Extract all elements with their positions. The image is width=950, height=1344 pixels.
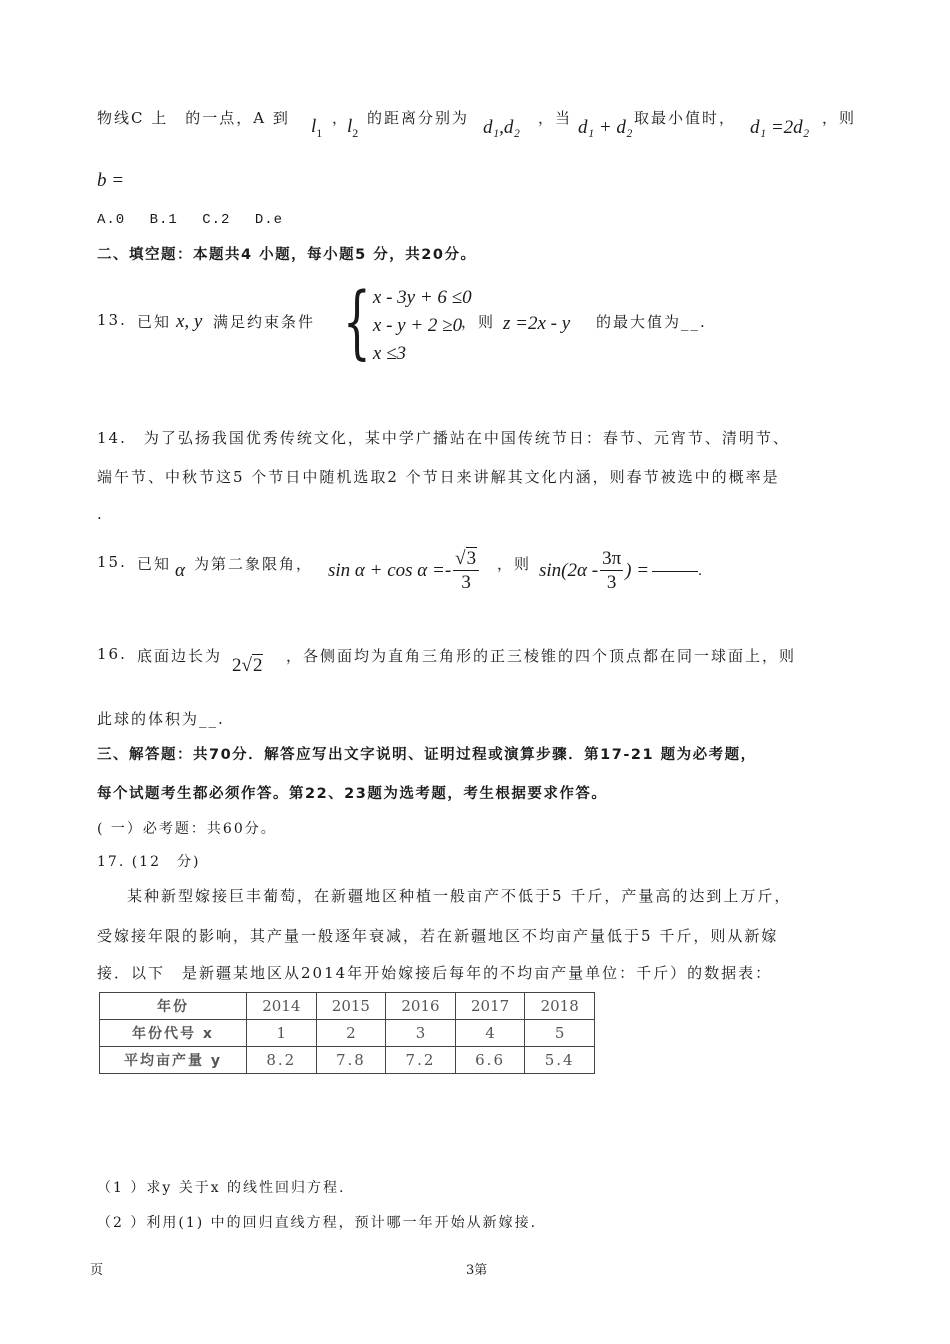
- section3-line1: 三、解答题：共70分．解答应写出文字说明、证明过程或演算步骤．第17-21 题为必考题，: [97, 747, 757, 763]
- footer-page-number: 3第: [466, 1263, 488, 1278]
- q12-min-text: 取最小值时，: [634, 109, 737, 127]
- expr-suffix: ) =: [625, 560, 650, 582]
- q13-number: 13.: [97, 311, 127, 329]
- table-row: [100, 1020, 595, 1047]
- frac-numerator: 3π: [602, 548, 622, 569]
- yield-table: [99, 992, 595, 1074]
- l1-symbol: $l_1$: [311, 116, 323, 140]
- q12-then-text: ，则: [822, 109, 857, 127]
- row-label-yield: 平均亩产量 y: [100, 1047, 247, 1074]
- constraint-system: [320, 275, 472, 368]
- part1-heading: ( 一）必考题：共60分。: [97, 821, 277, 837]
- yield-cell: 7.8: [316, 1047, 386, 1074]
- frac-denominator: 3: [606, 571, 617, 593]
- constraint-line: x ≤3: [372, 343, 407, 364]
- year-cell: 2014: [247, 993, 317, 1020]
- q12-when-text: ，当: [538, 109, 573, 127]
- q12-distance-text: 的距离分别为: [367, 109, 470, 127]
- row-label-code: 年份代号 x: [100, 1020, 247, 1047]
- q16-text-post: ，各侧面均为直角三角形的正三棱锥的四个顶点都在同一球面上，则: [286, 647, 797, 665]
- year-cell: 2018: [525, 993, 595, 1020]
- 3pi-over-3: [600, 548, 623, 595]
- answer-blank: [652, 571, 698, 572]
- q13-then-text: ，则: [461, 313, 496, 331]
- d-sum: d₁ + d₂: [578, 117, 633, 138]
- d-relation: d₁ =2d₂: [750, 117, 810, 138]
- l2-symbol: $l_2$: [347, 116, 359, 140]
- neg-sqrt3-over-3: $\frac{√3}{3}$: [453, 548, 479, 595]
- q17-sub1: （1 ）求y 关于x 的线性回归方程.: [97, 1180, 346, 1196]
- footer-page-label: 页: [90, 1263, 104, 1278]
- q13-cond-text: 满足约束条件: [213, 313, 316, 331]
- yield-cell: 8.2: [247, 1047, 317, 1074]
- yield-cell: 6.6: [455, 1047, 525, 1074]
- sin-cos-equation: [328, 548, 481, 595]
- frac-denominator: 3: [461, 571, 471, 593]
- table-row: [100, 1047, 595, 1074]
- left-brace: {: [342, 275, 371, 368]
- q16-line2: 此球的体积为__.: [97, 710, 225, 728]
- two-sqrt-two: 2√2: [232, 655, 263, 676]
- b-equals: b =: [97, 170, 125, 191]
- target-expression: [539, 548, 702, 595]
- q17-header: 17. (12 分): [97, 854, 201, 870]
- section2-title: 二、填空题：本题共4 小题，每小题5 分，共20分。: [97, 247, 477, 263]
- q17-sub2: （2 ）利用(1) 中的回归直线方程，预计哪一年开始从新嫁接.: [97, 1215, 538, 1231]
- code-cell: 2: [316, 1020, 386, 1047]
- q17-para3: 接．以下 是新疆某地区从2014年开始嫁接后每年的不均亩产量单位：千斤）的数据表：: [97, 964, 773, 982]
- year-cell: 2016: [386, 993, 456, 1020]
- q17-para2: 受嫁接年限的影响，其产量一般逐年衰减，若在新疆地区不均亩产量低于5 千斤，则从新嫁: [97, 927, 779, 945]
- expr-prefix: sin(2α -: [539, 560, 599, 582]
- year-cell: 2015: [316, 993, 386, 1020]
- yield-cell: 5.4: [525, 1047, 595, 1074]
- yield-cell: 7.2: [386, 1047, 456, 1074]
- alpha-symbol: α: [175, 560, 185, 581]
- sin-cos-lhs: sin α + cos α =-: [328, 560, 452, 582]
- q12-intro: 物线C 上 的一点，A 到: [97, 109, 290, 127]
- q14-line1: 14. 为了弘扬我国优秀传统文化，某中学广播站在中国传统节日：春节、元宵节、清明节、: [97, 429, 790, 447]
- year-cell: 2017: [455, 993, 525, 1020]
- code-cell: 1: [247, 1020, 317, 1047]
- row-label-year: 年份: [100, 993, 247, 1020]
- q14-line3: .: [97, 505, 104, 523]
- q17-para1: 某种新型嫁接巨丰葡萄，在新疆地区种植一般亩产不低于5 千斤，产量高的达到上万斤，: [127, 887, 792, 905]
- q12-comma: ，: [332, 109, 350, 127]
- q13-vars: x, y: [176, 311, 203, 332]
- q15-number: 15.: [97, 553, 127, 571]
- q12-options: A.0 B.1 C.2 D.e: [97, 212, 284, 228]
- q13-known: 已知: [137, 313, 172, 331]
- q15-quadrant-text: 为第二象限角，: [194, 555, 314, 573]
- z-expression: z =2x - y: [503, 313, 571, 334]
- q16-number: 16.: [97, 645, 127, 663]
- constraint-line: x - y + 2 ≥0: [372, 315, 463, 336]
- q13-tail: 的最大值为__.: [596, 313, 707, 331]
- constraint-line: x - 3y + 6 ≤0: [372, 287, 472, 308]
- d-pair: d₁,d₂: [483, 117, 520, 138]
- section3-line2: 每个试题考生都必须作答。第22、23题为选考题，考生根据要求作答。: [97, 786, 608, 802]
- q15-period: .: [698, 562, 702, 579]
- code-cell: 5: [525, 1020, 595, 1047]
- q15-then-text: ，则: [497, 555, 532, 573]
- code-cell: 3: [386, 1020, 456, 1047]
- code-cell: 4: [455, 1020, 525, 1047]
- table-row: [100, 993, 595, 1020]
- q16-text-pre: 底面边长为: [137, 647, 223, 665]
- q14-line2: 端午节、中秋节这5 个节日中随机选取2 个节日来讲解其文化内涵，则春节被选中的概率是: [97, 468, 780, 486]
- q15-known: 已知: [137, 555, 172, 573]
- sqrt3-radicand: 3: [466, 548, 477, 569]
